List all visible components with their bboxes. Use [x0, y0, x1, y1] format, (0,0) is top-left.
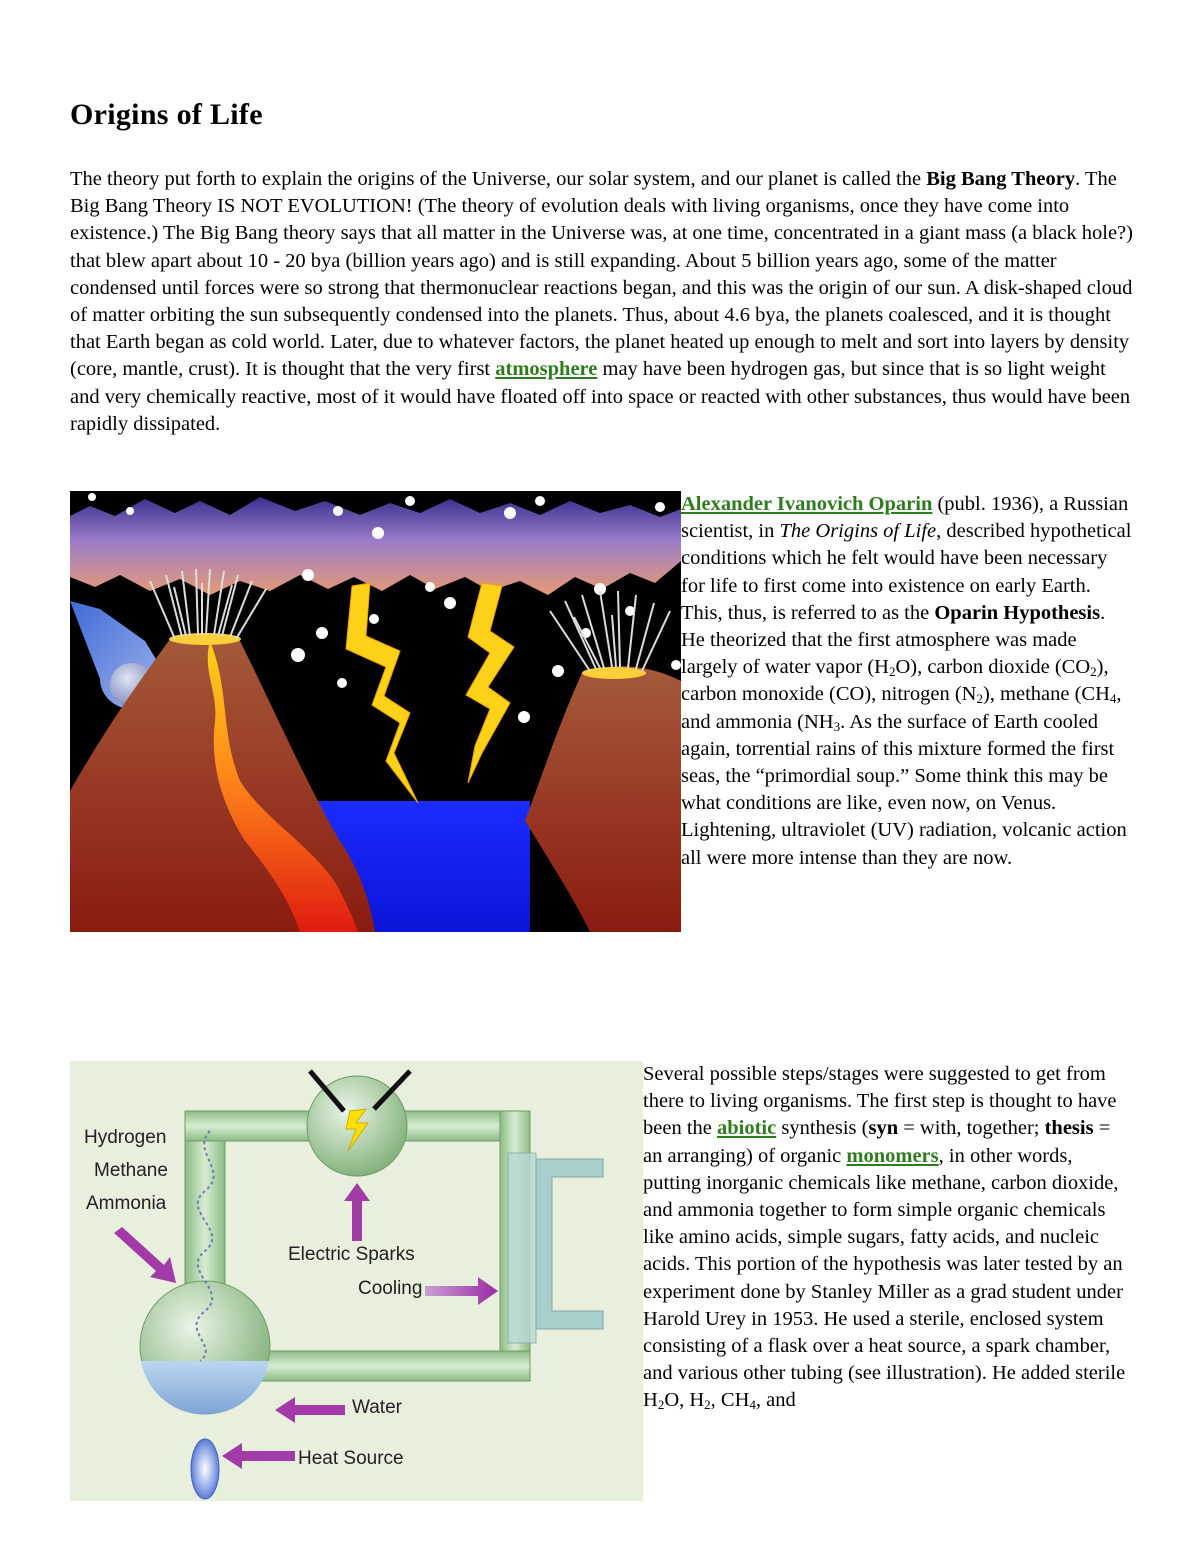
- oparin-text: O), carbon dioxide (CO: [895, 656, 1091, 679]
- intro-text: . The Big Bang Theory IS NOT EVOLUTION! (The theory of evolution deals with living organisms, once they have come into existence.) The Big Bang theory says that all matter in the Universe was, at one time, concentrated in a giant mass (a black hole?) that blew apart about 10 - 20 bya (billion years ago) and is still expanding. About 5 billion years ago, some of the matter condensed until forces were so strong that thermonuclear reactions began, and this was the origin of our sun. A disk-shaped cloud of matter orbiting the sun subsequently condensed into the planets. Thus, about 4.6 bya, the planets coalesced, and it is thought that Earth began as cold world. Later, due to whatever factors, the planet heated up enough to melt and sort into layers by density (core, mantle, crust). It is thought that the very first: [70, 168, 1133, 381]
- subscript: 2: [976, 691, 983, 707]
- steps-text: , and: [755, 1389, 796, 1412]
- intro-text: The theory put forth to explain the origins of the Universe, our solar system, and our planet is called the: [70, 168, 927, 190]
- condenser-jacket: [508, 1153, 536, 1343]
- monomers-link[interactable]: monomers: [846, 1144, 939, 1167]
- syn-term: syn: [868, 1117, 899, 1140]
- subscript: 3: [833, 718, 841, 734]
- steps-text: = an arranging) of organic: [643, 1117, 1111, 1167]
- atmosphere-link[interactable]: atmosphere: [495, 358, 598, 381]
- oparin-link[interactable]: Alexander Ivanovich Oparin: [681, 493, 933, 515]
- label-hydrogen: Hydrogen: [84, 1127, 167, 1148]
- oparin-hypothesis-term: Oparin Hypothesis: [934, 601, 1101, 624]
- storm-cloud: [70, 497, 681, 595]
- intro-paragraph: [70, 166, 1135, 438]
- thesis-term: thesis: [1044, 1117, 1094, 1140]
- subscript: 4: [749, 1397, 756, 1413]
- oparin-text: . He theorized that the first atmosphere was made largely of water vapor (H: [681, 601, 1106, 679]
- label-heat-source: Heat Source: [298, 1448, 404, 1469]
- subscript: 2: [1090, 664, 1097, 680]
- oparin-text: (publ. 1936), a Russian scientist, in: [681, 493, 1129, 543]
- oparin-text: , described hypothetical conditions which he felt would have been necessary for life to first come into existence on early Earth. This, thus, is referred to as the: [681, 520, 1132, 624]
- label-electric-sparks: Electric Sparks: [288, 1244, 415, 1265]
- oparin-text: ), methane (CH: [982, 683, 1110, 706]
- steps-text: , CH: [710, 1389, 750, 1412]
- steps-text: O, H: [664, 1389, 705, 1412]
- early-earth-illustration: [70, 491, 681, 932]
- tube-bottom: [250, 1351, 530, 1381]
- steps-text: , in other words, putting inorganic chemicals like methane, carbon dioxide, and ammonia together to form simple organic chemicals like amino acids, simple sugars, fatty acids, and nucleic acids. This portion of the hypothesis was later tested by an experiment done by Stanley Miller as a grad student under Harold Urey in 1953. He used a sterile, enclosed system consisting of a flask over a heat source, a spark chamber, and various other tubing (see illustration). He added sterile H: [643, 1144, 1126, 1412]
- abiotic-link[interactable]: abiotic: [717, 1117, 777, 1140]
- subscript: 2: [704, 1397, 711, 1413]
- steps-text: synthesis (: [776, 1117, 869, 1140]
- oparin-text: ), carbon monoxide (CO), nitrogen (N: [681, 656, 1109, 706]
- page-title: Origins of Life: [70, 98, 263, 131]
- label-cooling: Cooling: [358, 1278, 423, 1299]
- intro-text: may have been hydrogen gas, but since that is so light weight and very chemically reactive, most of it would have floated off into space or reacted with other substances, thus would have been rapidly dissipated.: [70, 358, 1131, 435]
- steps-text: Several possible steps/stages were suggested to get from there to living organisms. The first step is thought to have been the: [643, 1063, 1117, 1140]
- oparin-paragraph: [681, 491, 1133, 872]
- book-title: The Origins of Life: [779, 520, 937, 543]
- heat-source: [191, 1439, 219, 1499]
- miller-urey-diagram: [70, 1061, 643, 1501]
- subscript: 4: [1109, 691, 1117, 707]
- oparin-text: , and ammonia (NH: [681, 683, 1122, 733]
- steps-paragraph: [643, 1061, 1133, 1415]
- subscript: 2: [888, 664, 896, 680]
- subscript: 2: [657, 1397, 665, 1413]
- label-water: Water: [352, 1397, 402, 1418]
- label-ammonia: Ammonia: [86, 1193, 167, 1214]
- steps-text: = with, together;: [898, 1117, 1045, 1140]
- oparin-text: . As the surface of Earth cooled again, torrential rains of this mixture formed the first seas, the “primordial soup.” Some think this may be what conditions are like, even now, on Venus. Lightening, ultraviolet (UV) radiation, volcanic action all were more intense than they are now.: [681, 710, 1127, 869]
- big-bang-term: Big Bang Theory: [926, 168, 1076, 190]
- label-methane: Methane: [94, 1160, 168, 1181]
